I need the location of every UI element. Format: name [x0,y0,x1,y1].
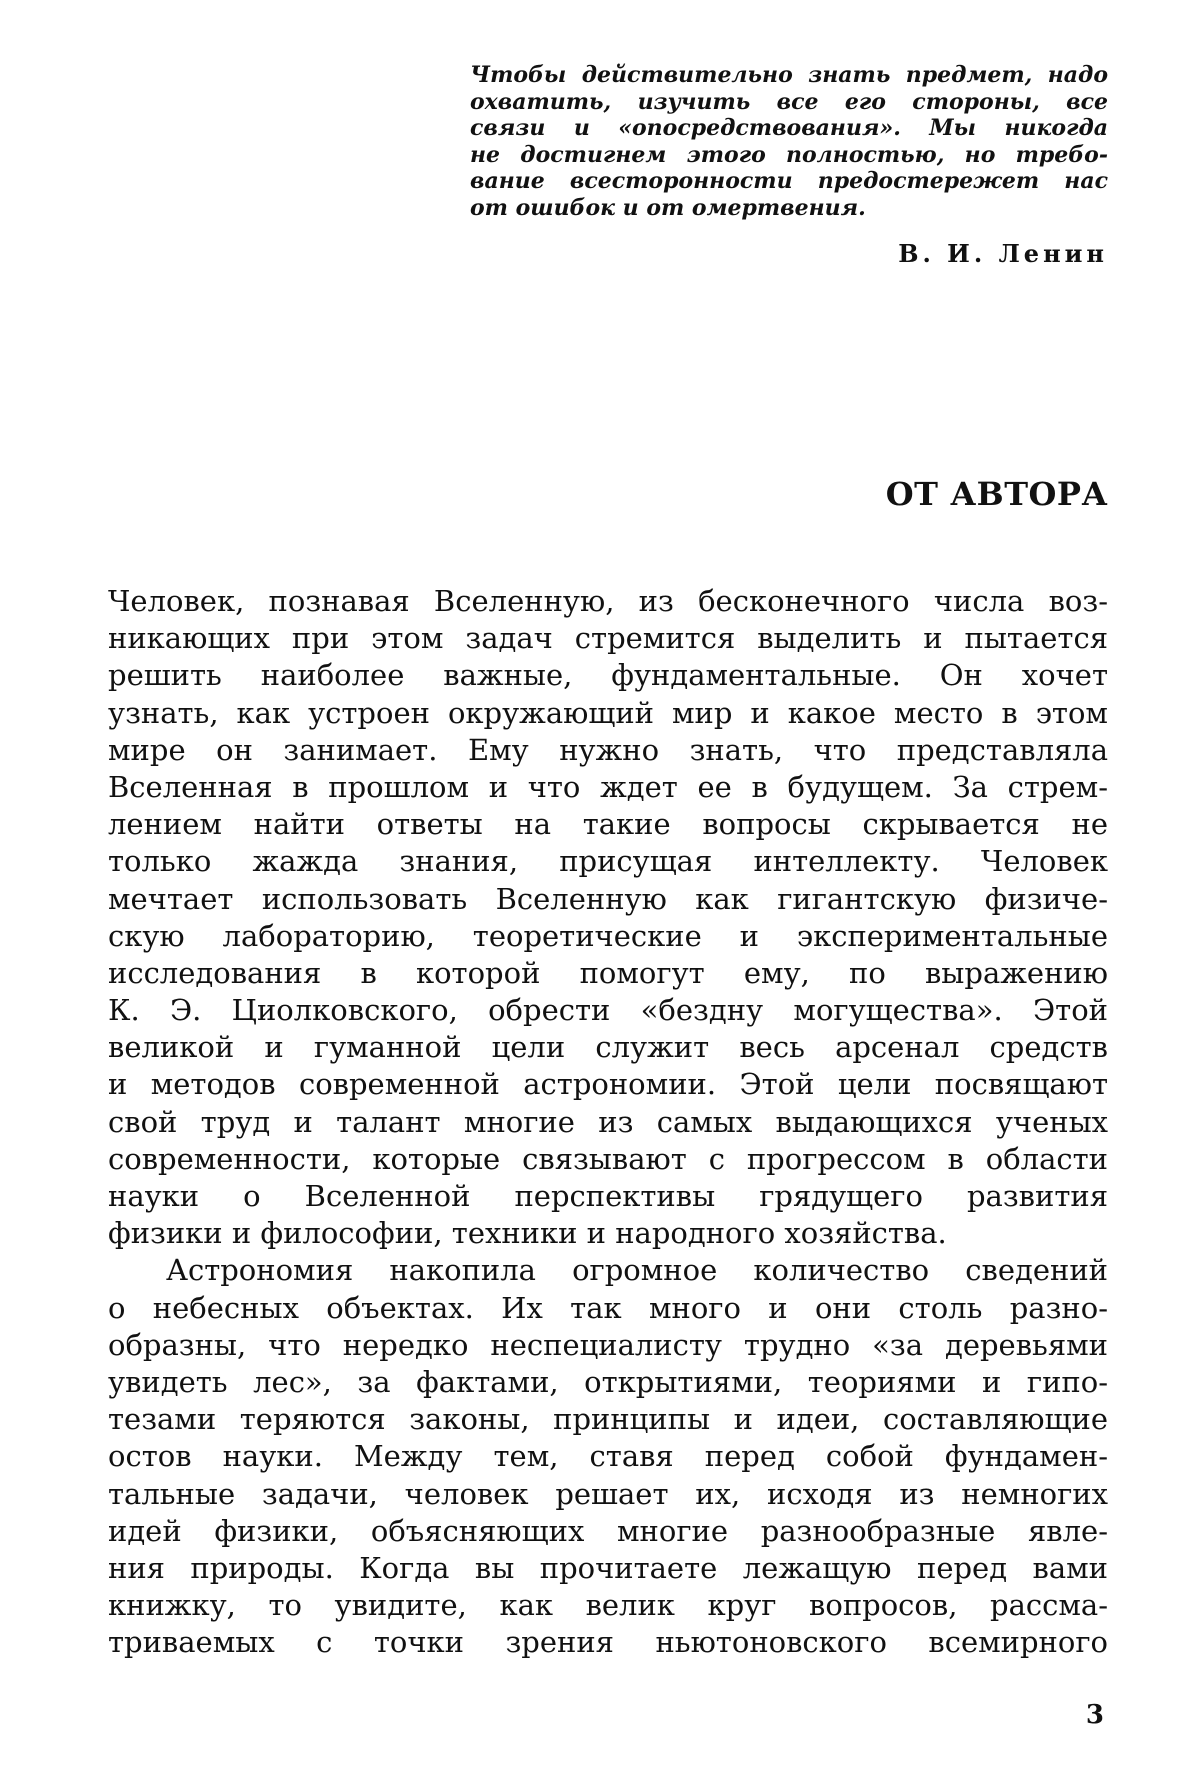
epigraph-line: связи и «опосредствования». Мы никогда [470,115,1108,141]
text-line: К. Э. Циолковского, обрести «бездну могущества». Этой [108,993,1108,1028]
epigraph [470,62,1108,268]
text-line: триваемых с точки зрения ньютоновского всемирного [108,1625,1108,1660]
epigraph-author: В. И. Ленин [898,239,1108,268]
text-line: мечтает использовать Вселенную как гигантскую физиче- [108,881,1108,916]
text-line: остов науки. Между тем, ставя перед собой фундамен- [108,1439,1108,1474]
text-line: только жажда знания, присущая интеллекту. Человек [108,844,1108,879]
text-line: тальные задачи, человек решает их, исходя из немногих [108,1476,1108,1511]
text-line: образны, что нередко неспециалисту трудно «за деревьями [108,1327,1108,1362]
text-line: ния природы. Когда вы прочитаете лежащую перед вами [108,1550,1108,1585]
text-line: тезами теряются законы, принципы и идеи, составляющие [108,1402,1108,1437]
text-line: Вселенная в прошлом и что ждет ее в будущем. За стрем- [108,769,1108,804]
epigraph-line: Чтобы действительно знать предмет, надо [470,62,1108,88]
body-text [108,583,1108,1661]
paragraph [108,583,1108,1252]
page-number: 3 [1085,1700,1104,1730]
epigraph-text [470,62,1108,221]
text-line: лением найти ответы на такие вопросы скрывается не [108,807,1108,842]
text-line: мире он занимает. Ему нужно знать, что представляла [108,732,1108,767]
epigraph-line: вание всесторонности предостережет нас [470,168,1108,194]
text-line: Астрономия накопила огромное количество сведений [166,1253,1108,1288]
text-line: физики и философии, техники и народного хозяйства. [108,1216,947,1251]
text-line: великой и гуманной цели служит весь арсенал средств [108,1030,1108,1065]
text-line: никающих при этом задач стремится выделить и пытается [108,621,1108,656]
epigraph-line: охватить, изучить все его стороны, все [470,88,1108,115]
text-line: свой труд и талант многие из самых выдающихся ученых [108,1104,1108,1139]
text-line: скую лабораторию, теоретические и экспериментальные [108,918,1108,953]
epigraph-line: не достигнем этого полностью, но требо- [470,141,1108,168]
text-line: о небесных объектах. Их так много и они столь разно- [108,1290,1108,1325]
paragraph [108,1252,1108,1661]
text-line: Человек, познавая Вселенную, из бесконечного числа воз- [108,584,1108,618]
text-line: увидеть лес», за фактами, открытиями, теориями и гипо- [108,1364,1108,1399]
page-title: ОТ АВТОРА [885,475,1108,513]
text-line: науки о Вселенной перспективы грядущего развития [108,1179,1108,1213]
text-line: решить наиболее важные, фундаментальные. Он хочет [108,658,1108,693]
text-line: современности, которые связывают с прогрессом в области [108,1141,1108,1176]
text-line: исследования в которой помогут ему, по выражению [108,955,1108,990]
text-line: и методов современной астрономии. Этой цели посвящают [108,1067,1108,1102]
epigraph-line: от ошибок и от омертвения. [470,194,866,221]
text-line: идей физики, объясняющих многие разнообразные явле- [108,1513,1108,1548]
text-line: книжку, то увидите, как велик круг вопросов, рассма- [108,1588,1108,1623]
text-line: узнать, как устроен окружающий мир и какое место в этом [108,695,1108,730]
